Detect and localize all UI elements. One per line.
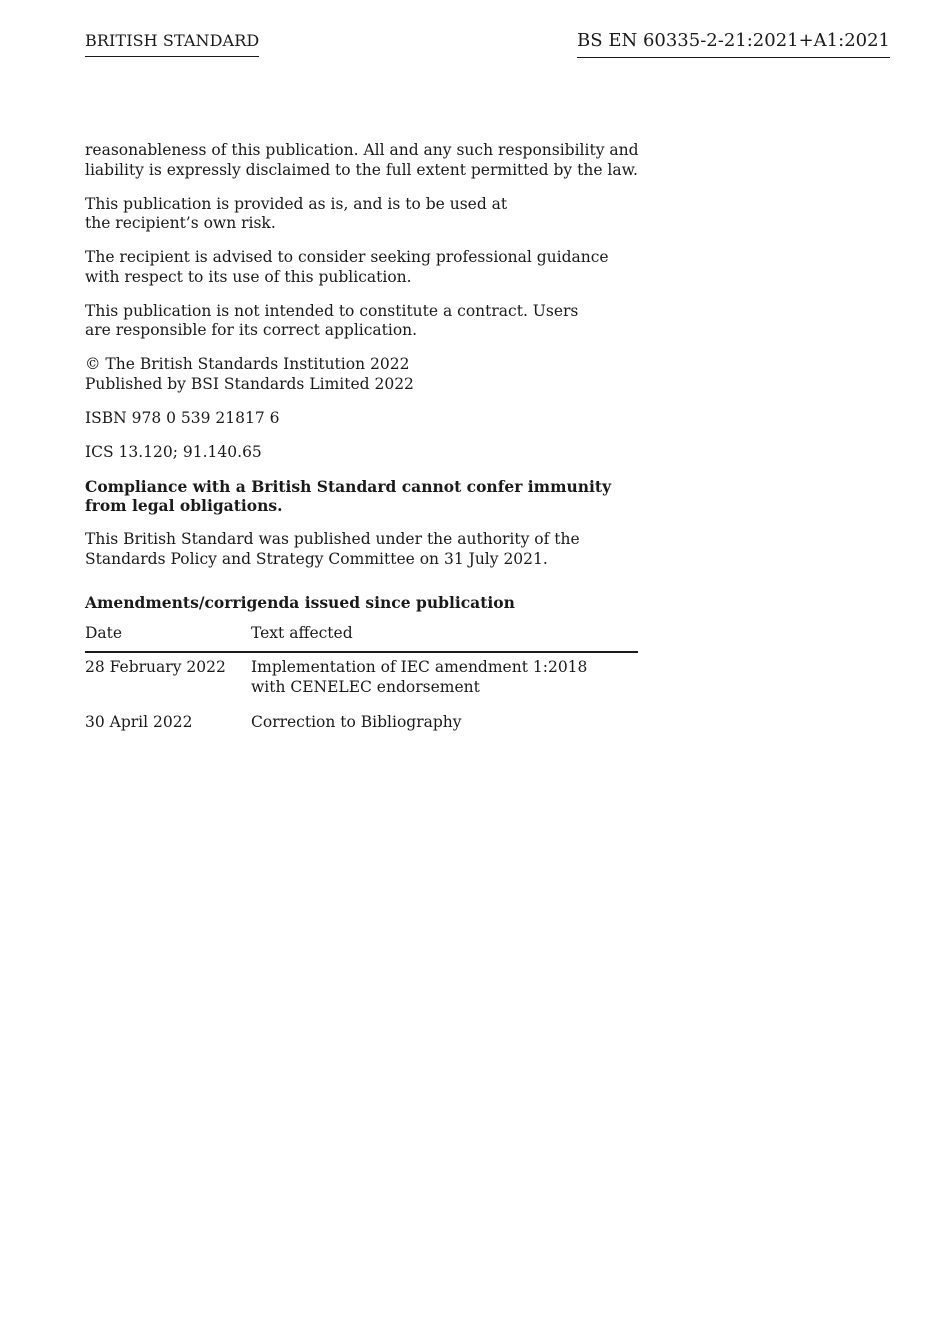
- header-standard-label: BRITISH STANDARD: [85, 31, 259, 57]
- amendments-table: [85, 620, 638, 739]
- copyright-block: [85, 355, 645, 394]
- table-row: [85, 652, 638, 703]
- amendment-text: Correction to Bibliography: [251, 713, 462, 731]
- amendment-text: Implementation of IEC amendment 1:2018 with CENELEC endorsement: [251, 658, 588, 696]
- contract-paragraph: This publication is not intended to constitute a contract. Users are responsible for its correct application.: [85, 301, 579, 339]
- isbn: ISBN 978 0 539 21817 6: [85, 408, 280, 427]
- amendments-title: Amendments/corrigenda issued since publication: [85, 593, 515, 612]
- table-row: [85, 703, 638, 739]
- amendment-date: 28 February 2022: [85, 658, 226, 676]
- header-standard-number: BS EN 60335-2-21:2021+A1:2021: [577, 30, 890, 58]
- guidance-paragraph: The recipient is advised to consider seeking professional guidance with respect to its use of this publication.: [85, 248, 609, 286]
- ics-codes: ICS 13.120; 91.140.65: [85, 442, 262, 461]
- table-header-row: [85, 620, 638, 653]
- page-content: [85, 141, 645, 739]
- authority-paragraph: This British Standard was published under the authority of the Standards Policy and Strategy Committee on 31 July 2021.: [85, 530, 580, 568]
- risk-paragraph: This publication is provided as is, and is to be used at the recipient’s own risk.: [85, 194, 508, 232]
- disclaimer-paragraph: reasonableness of this publication. All and any such responsibility and liability is expressly disclaimed to the full extent permitted by the law.: [85, 141, 639, 179]
- publisher-line: Published by BSI Standards Limited 2022: [85, 374, 414, 393]
- column-header-date: Date: [85, 620, 251, 653]
- amendment-date: 30 April 2022: [85, 713, 193, 731]
- column-header-text-affected: Text affected: [251, 620, 638, 653]
- compliance-notice: Compliance with a British Standard cannot confer immunity from legal obligations.: [85, 476, 612, 515]
- copyright-line: © The British Standards Institution 2022: [85, 355, 410, 373]
